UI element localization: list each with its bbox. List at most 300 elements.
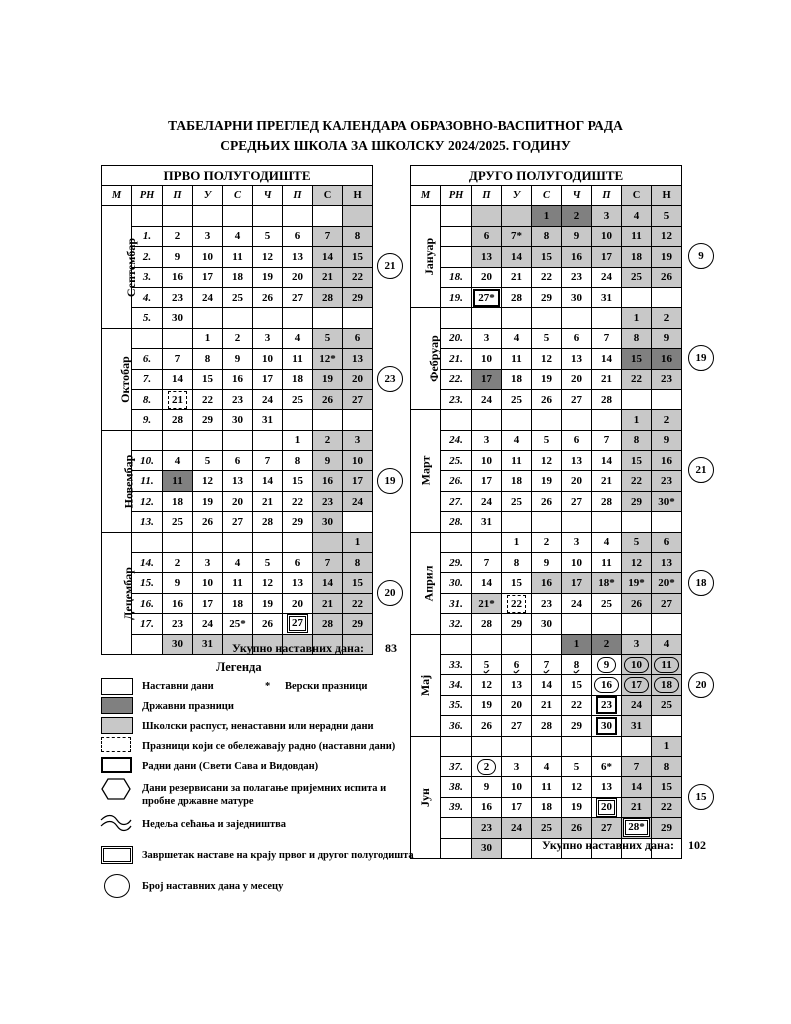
- week-row: [102, 430, 373, 450]
- day-cell: [283, 614, 313, 634]
- week-number: 27.: [441, 491, 472, 511]
- day-cell: [253, 430, 283, 450]
- month-name: [411, 410, 441, 532]
- week-row: [411, 553, 682, 573]
- day-cell: 3: [193, 553, 223, 573]
- day-cell: 23: [652, 471, 682, 491]
- day-cell: [502, 654, 532, 674]
- day-cell: 7: [592, 328, 622, 348]
- day-cell: [163, 389, 193, 409]
- month-day-count-circle: 21: [688, 457, 714, 483]
- week-number: 20.: [441, 328, 472, 348]
- week-row: [411, 512, 682, 532]
- week-number: 1.: [132, 226, 163, 246]
- day-cell: 5: [532, 328, 562, 348]
- day-cell: 26: [253, 287, 283, 307]
- day-cell: 11: [622, 226, 652, 246]
- legend-end-label: Завршетак наставе на крају првог и другог полугодишта: [142, 850, 414, 861]
- day-cell: 14: [532, 675, 562, 695]
- day-cell: [163, 430, 193, 450]
- day-cell: 29: [562, 716, 592, 736]
- week-row: [411, 593, 682, 613]
- day-cell: [193, 308, 223, 328]
- day-cell: 18: [532, 797, 562, 817]
- week-row: [411, 430, 682, 450]
- week-row: [411, 532, 682, 552]
- day-cell: 24: [253, 389, 283, 409]
- day-cell: [343, 308, 373, 328]
- day-cell: 23: [163, 614, 193, 634]
- day-cell: 10: [343, 451, 373, 471]
- day-cell: [343, 206, 373, 226]
- week-row: [102, 389, 373, 409]
- day-cell: [502, 512, 532, 532]
- day-cell: 21: [502, 267, 532, 287]
- day-cell: [472, 532, 502, 552]
- day-cell: 15: [622, 349, 652, 369]
- day-cell: 18: [502, 471, 532, 491]
- week-number: [441, 818, 472, 838]
- month-day-count-circle: 23: [377, 366, 403, 392]
- day-cell: 6: [343, 328, 373, 348]
- week-row: [411, 287, 682, 307]
- day-cell: 26: [253, 614, 283, 634]
- week-row: [411, 634, 682, 654]
- week-number: 23.: [441, 389, 472, 409]
- week-row: [411, 654, 682, 674]
- day-number: 21: [168, 391, 187, 409]
- week-row: [102, 267, 373, 287]
- day-number: 22: [507, 595, 526, 613]
- day-cell: 18: [283, 369, 313, 389]
- day-cell: 7: [253, 451, 283, 471]
- day-cell: [313, 532, 343, 552]
- week-number: 25.: [441, 451, 472, 471]
- day-cell: 2: [592, 634, 622, 654]
- month-label: Април: [421, 565, 436, 602]
- day-cell: 4: [502, 430, 532, 450]
- legend-title: Легенда: [216, 660, 262, 674]
- day-cell: 22: [622, 369, 652, 389]
- day-cell: 27: [592, 818, 622, 838]
- day-cell: 24: [343, 491, 373, 511]
- day-cell: 15: [283, 471, 313, 491]
- day-cell: 25: [502, 389, 532, 409]
- day-cell: 18: [622, 247, 652, 267]
- day-number: 18: [654, 677, 679, 693]
- day-cell: 16: [532, 573, 562, 593]
- day-cell: [472, 736, 502, 756]
- week-row: [411, 736, 682, 756]
- month-name: [411, 532, 441, 634]
- day-cell: 8: [652, 756, 682, 776]
- week-row: [102, 369, 373, 389]
- week-number: 36.: [441, 716, 472, 736]
- day-cell: 19: [532, 369, 562, 389]
- day-cell: 3: [253, 328, 283, 348]
- day-cell: [223, 532, 253, 552]
- month-label: Јануар: [422, 238, 437, 276]
- day-cell: 26: [562, 818, 592, 838]
- day-cell: 22: [343, 593, 373, 613]
- weekday-header: Н: [343, 186, 373, 206]
- week-row: [102, 471, 373, 491]
- day-number: 11: [654, 657, 678, 673]
- day-cell: 9: [532, 553, 562, 573]
- week-number: [132, 430, 163, 450]
- day-cell: 30: [163, 308, 193, 328]
- day-cell: [622, 287, 652, 307]
- day-cell: 26: [313, 389, 343, 409]
- document-title-line2: СРЕДЊИХ ШКОЛА ЗА ШКОЛСКУ 2024/2025. ГОДИНУ: [220, 138, 571, 153]
- weekday-header: М: [411, 186, 441, 206]
- day-cell: 31: [592, 287, 622, 307]
- day-cell: [472, 634, 502, 654]
- week-row: [411, 369, 682, 389]
- month-day-count-circle: 18: [688, 570, 714, 596]
- day-cell: 4: [163, 451, 193, 471]
- day-cell: 19: [532, 471, 562, 491]
- week-row: [411, 471, 682, 491]
- month-day-count-circle: 15: [688, 784, 714, 810]
- day-cell: [652, 716, 682, 736]
- day-number: 28*: [623, 818, 650, 837]
- day-cell: 28: [532, 716, 562, 736]
- week-number: 2.: [132, 247, 163, 267]
- day-cell: 5: [313, 328, 343, 348]
- day-cell: 16: [652, 349, 682, 369]
- week-row: [102, 287, 373, 307]
- day-cell: 7: [472, 553, 502, 573]
- week-number: 19.: [441, 287, 472, 307]
- day-cell: 31: [622, 716, 652, 736]
- month-label: Октобар: [117, 355, 132, 403]
- week-row: [411, 573, 682, 593]
- week-number: 14.: [132, 553, 163, 573]
- day-cell: 12: [253, 247, 283, 267]
- weekday-header: Н: [652, 186, 682, 206]
- day-cell: 6: [562, 430, 592, 450]
- day-cell: 1: [622, 410, 652, 430]
- day-cell: 11: [163, 471, 193, 491]
- day-cell: 20: [502, 695, 532, 715]
- day-cell: [562, 410, 592, 430]
- day-cell: 22: [622, 471, 652, 491]
- month-label: Децембар: [120, 566, 135, 620]
- week-row: [102, 247, 373, 267]
- week-row: [411, 328, 682, 348]
- day-cell: [502, 634, 532, 654]
- day-cell: 20: [343, 369, 373, 389]
- day-cell: 19: [313, 369, 343, 389]
- day-cell: 10: [193, 573, 223, 593]
- day-cell: [163, 532, 193, 552]
- day-cell: 30: [472, 838, 502, 858]
- day-cell: [622, 675, 652, 695]
- day-cell: 20: [223, 491, 253, 511]
- day-cell: [502, 736, 532, 756]
- weekday-header: П: [472, 186, 502, 206]
- day-cell: 23: [313, 491, 343, 511]
- day-cell: [532, 736, 562, 756]
- week-number: 3.: [132, 267, 163, 287]
- day-cell: [592, 512, 622, 532]
- day-cell: 1: [562, 634, 592, 654]
- day-cell: [532, 410, 562, 430]
- week-number: 5.: [132, 308, 163, 328]
- day-cell: 19: [253, 267, 283, 287]
- day-cell: 24: [472, 389, 502, 409]
- day-cell: 9: [223, 349, 253, 369]
- day-cell: 26: [532, 389, 562, 409]
- week-row: [102, 308, 373, 328]
- day-cell: [652, 287, 682, 307]
- day-cell: 28: [592, 389, 622, 409]
- legend-working-swatch: [101, 757, 132, 773]
- day-cell: [652, 512, 682, 532]
- day-number: 2: [477, 759, 497, 775]
- day-cell: 25: [283, 389, 313, 409]
- week-row: [411, 349, 682, 369]
- day-cell: 3: [472, 430, 502, 450]
- week-number: 9.: [132, 410, 163, 430]
- day-cell: 14: [502, 247, 532, 267]
- day-cell: 24: [472, 491, 502, 511]
- second-total-value: 102: [688, 838, 706, 852]
- week-row: [411, 389, 682, 409]
- day-cell: 14: [622, 777, 652, 797]
- day-cell: [163, 328, 193, 348]
- day-cell: 28: [253, 512, 283, 532]
- day-cell: 10: [472, 451, 502, 471]
- day-cell: 27: [343, 389, 373, 409]
- day-cell: 4: [652, 634, 682, 654]
- day-cell: 7: [592, 430, 622, 450]
- day-cell: 15: [562, 675, 592, 695]
- day-cell: [163, 206, 193, 226]
- day-cell: 26: [472, 716, 502, 736]
- day-cell: [193, 206, 223, 226]
- day-cell: 11: [283, 349, 313, 369]
- day-cell: [592, 797, 622, 817]
- weekday-header: С: [622, 186, 652, 206]
- week-number: 31.: [441, 593, 472, 613]
- month-name: [411, 308, 441, 410]
- week-number: 15.: [132, 573, 163, 593]
- day-cell: 4: [223, 226, 253, 246]
- day-number: 27*: [473, 289, 500, 307]
- day-cell: 8: [193, 349, 223, 369]
- day-cell: 26: [193, 512, 223, 532]
- day-cell: 25: [502, 491, 532, 511]
- day-cell: 4: [223, 553, 253, 573]
- month-name: [411, 206, 441, 308]
- day-cell: 4: [502, 328, 532, 348]
- day-cell: [313, 206, 343, 226]
- weekday-header-row: [411, 186, 682, 206]
- day-cell: 15: [343, 573, 373, 593]
- day-number: 8: [573, 658, 580, 671]
- day-cell: 2: [562, 206, 592, 226]
- day-cell: 8: [343, 553, 373, 573]
- month-name: [102, 430, 136, 532]
- day-cell: 10: [562, 553, 592, 573]
- weekday-header: РН: [441, 186, 472, 206]
- document-title-line1: ТАБЕЛАРНИ ПРЕГЛЕД КАЛЕНДАРА ОБРАЗОВНО-ВАСПИТНОГ РАДА: [168, 118, 623, 133]
- week-number: [441, 226, 472, 246]
- day-cell: 6: [223, 451, 253, 471]
- weekday-header: М: [102, 186, 132, 206]
- week-row: [102, 410, 373, 430]
- day-cell: 30: [313, 512, 343, 532]
- week-row: [102, 593, 373, 613]
- second-total-label: Укупно наставних дана:: [542, 838, 674, 852]
- day-number: 9: [597, 657, 617, 673]
- week-number: 32.: [441, 614, 472, 634]
- day-number: 27: [287, 614, 308, 633]
- legend-teaching-label: Наставни дани: [142, 681, 214, 692]
- day-cell: 20: [562, 369, 592, 389]
- day-cell: 2: [652, 410, 682, 430]
- legend-state-swatch: [101, 697, 133, 714]
- day-cell: 5: [622, 532, 652, 552]
- week-number: 8.: [132, 389, 163, 409]
- day-cell: 17: [592, 247, 622, 267]
- day-cell: 8: [283, 451, 313, 471]
- day-cell: 28: [592, 491, 622, 511]
- day-cell: [562, 736, 592, 756]
- legend-exam-label-2: пробне државне матуре: [142, 796, 254, 807]
- day-cell: 14: [313, 573, 343, 593]
- day-cell: 17: [253, 369, 283, 389]
- day-cell: 9: [472, 777, 502, 797]
- day-cell: 3: [343, 430, 373, 450]
- day-cell: 22: [532, 267, 562, 287]
- day-cell: [562, 308, 592, 328]
- week-number: 30.: [441, 573, 472, 593]
- day-cell: 2: [652, 308, 682, 328]
- day-cell: 20: [472, 267, 502, 287]
- day-cell: 17: [502, 797, 532, 817]
- week-number: 17.: [132, 614, 163, 634]
- day-cell: 15: [532, 247, 562, 267]
- week-number: [441, 206, 472, 226]
- day-cell: 20: [562, 471, 592, 491]
- month-name: [102, 328, 132, 430]
- day-cell: 12: [193, 471, 223, 491]
- day-cell: 8: [532, 226, 562, 246]
- day-cell: 4: [622, 206, 652, 226]
- day-cell: [622, 614, 652, 634]
- semester-title-row: [411, 166, 682, 186]
- day-cell: 11: [532, 777, 562, 797]
- day-cell: 5: [652, 206, 682, 226]
- day-number: 30: [596, 717, 617, 735]
- day-cell: 26: [622, 593, 652, 613]
- day-cell: [502, 410, 532, 430]
- week-row: [102, 512, 373, 532]
- weekday-header: С: [223, 186, 253, 206]
- week-number: 11.: [132, 471, 163, 491]
- day-cell: 18: [223, 593, 253, 613]
- day-cell: 26: [652, 267, 682, 287]
- day-cell: 31: [193, 634, 223, 654]
- day-cell: 14: [472, 573, 502, 593]
- week-number: 26.: [441, 471, 472, 491]
- day-cell: 19: [472, 695, 502, 715]
- day-cell: 11: [223, 573, 253, 593]
- day-cell: [472, 756, 502, 776]
- day-cell: 8: [343, 226, 373, 246]
- week-row: [411, 206, 682, 226]
- day-cell: 10: [592, 226, 622, 246]
- legend-end-swatch: [101, 846, 133, 864]
- day-cell: 21: [622, 797, 652, 817]
- day-cell: 24: [622, 695, 652, 715]
- month-name: [102, 532, 135, 654]
- week-number: 22.: [441, 369, 472, 389]
- day-cell: 19: [253, 593, 283, 613]
- day-cell: 30: [562, 287, 592, 307]
- day-cell: [502, 838, 532, 858]
- day-cell: [502, 593, 532, 613]
- day-cell: 7: [622, 756, 652, 776]
- day-cell: [592, 695, 622, 715]
- week-number: 33.: [441, 654, 472, 674]
- legend-week-label: Недеља сећања и заједништва: [142, 819, 287, 830]
- week-number: 34.: [441, 675, 472, 695]
- day-cell: 23: [532, 593, 562, 613]
- week-row: [411, 247, 682, 267]
- legend-circle-swatch: [104, 874, 130, 898]
- month-day-count-circle: 20: [377, 580, 403, 606]
- day-cell: 19*: [622, 573, 652, 593]
- legend-observed-swatch: [101, 737, 131, 752]
- day-cell: 3: [592, 206, 622, 226]
- day-cell: 7*: [502, 226, 532, 246]
- day-cell: 29: [532, 287, 562, 307]
- day-cell: 24: [193, 287, 223, 307]
- day-cell: 18: [223, 267, 253, 287]
- semester-title-row: [102, 166, 373, 186]
- day-cell: 6: [562, 328, 592, 348]
- day-number: 7: [543, 658, 550, 671]
- day-cell: 29: [343, 614, 373, 634]
- day-cell: 9: [652, 328, 682, 348]
- day-cell: 3: [193, 226, 223, 246]
- day-cell: 16: [652, 451, 682, 471]
- day-cell: 21: [532, 695, 562, 715]
- week-number: 10.: [132, 451, 163, 471]
- day-cell: 13: [223, 471, 253, 491]
- day-cell: [253, 532, 283, 552]
- day-cell: [532, 654, 562, 674]
- day-cell: 6*: [592, 756, 622, 776]
- day-cell: [592, 654, 622, 674]
- first-total-label: Укупно наставних дана:: [232, 641, 364, 655]
- day-cell: [223, 308, 253, 328]
- weekday-header: П: [163, 186, 193, 206]
- day-number: 5: [483, 658, 490, 671]
- day-cell: 5: [193, 451, 223, 471]
- day-cell: 30: [163, 634, 193, 654]
- day-cell: [253, 308, 283, 328]
- day-cell: 30: [223, 410, 253, 430]
- week-row: [102, 491, 373, 511]
- day-cell: 19: [193, 491, 223, 511]
- day-cell: 16: [163, 267, 193, 287]
- legend-teaching-swatch: [101, 678, 133, 695]
